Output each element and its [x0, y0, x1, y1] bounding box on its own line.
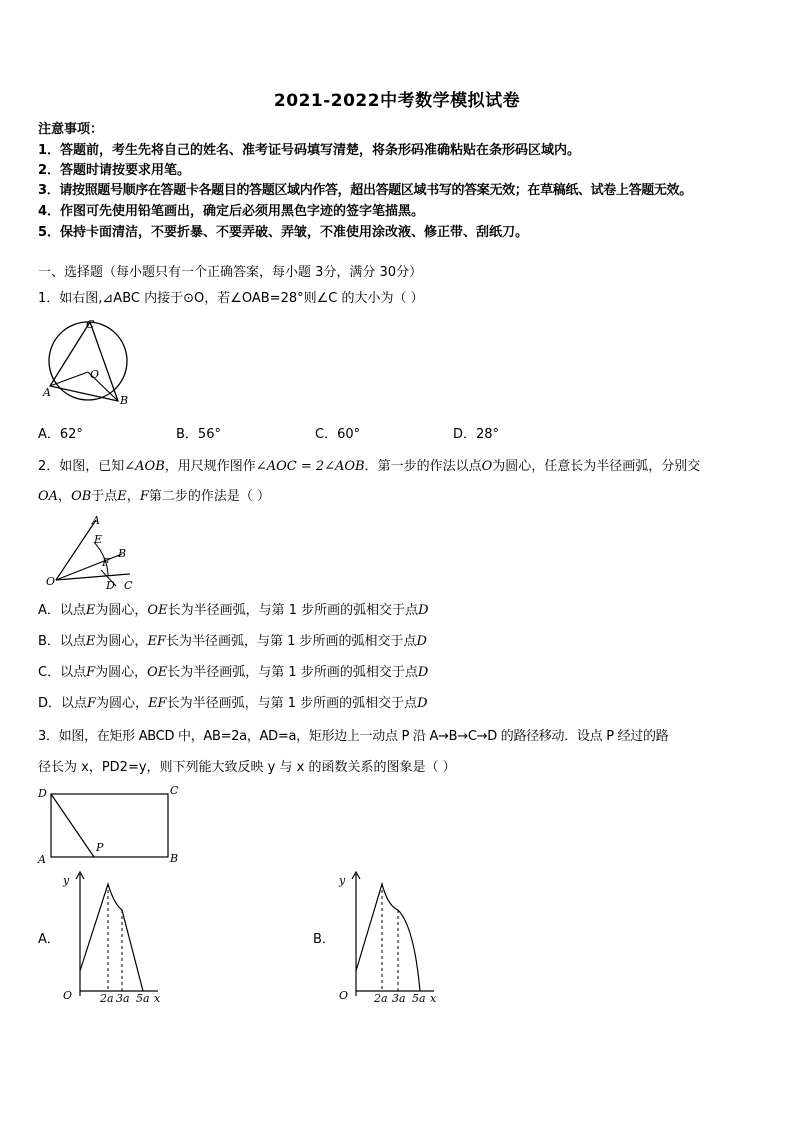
q3-graph-b-o: O [339, 989, 349, 1002]
q3-graph-a-tick-5a: 5a [136, 992, 150, 1005]
q2-label-a: A [92, 514, 100, 527]
q3-label-d: D [38, 787, 47, 800]
q2-label-c: C [124, 579, 133, 592]
q2-label-b: B [118, 547, 127, 560]
q3-graph-b [334, 866, 454, 1006]
q1-label-c: C [86, 318, 95, 331]
q1-option-d: D．28° [453, 427, 500, 442]
q2-option-a: A．以点E为圆心，OE长为半径画弧，与第 1 步所画的弧相交于点D [38, 603, 429, 618]
q2-line-1: 2．如图，已知∠AOB，用尺规作图作∠AOC = 2∠AOB．第一步的作法以点O为圆心，任意长为半径画弧，分别交 [38, 459, 701, 474]
q3-label-c: C [170, 784, 179, 797]
q1-stem: 1．如右图,⊿ABC 内接于⊙O，若∠OAB=28°则∠C 的大小为（ ） [38, 291, 424, 306]
q2-construction-figure [44, 514, 144, 594]
q1-option-a: A．62° [38, 427, 83, 442]
section-heading: 一、选择题（每小题只有一个正确答案，每小题 3分，满分 30分） [38, 265, 423, 280]
q2-label-d: D [106, 579, 115, 592]
notice-item-2: 2．答题时请按要求用笔。 [38, 163, 191, 178]
q2-label-o: O [46, 575, 56, 588]
q2-label-f: F [102, 556, 110, 569]
q1-option-c: C．60° [315, 427, 361, 442]
page-title: 2021-2022中考数学模拟试卷 [273, 91, 521, 111]
q2-option-c: C．以点F为圆心，OE长为半径画弧，与第 1 步所画的弧相交于点D [38, 665, 429, 680]
q3-graph-a [58, 866, 178, 1006]
q3-graph-b-tick-3a: 3a [392, 992, 406, 1005]
notice-heading: 注意事项： [38, 122, 104, 137]
q1-label-a: A [43, 386, 51, 399]
notice-item-1: 1．答题前，考生先将自己的姓名、准考证号码填写清楚，将条形码准确粘贴在条形码区域内。 [38, 143, 581, 158]
notice-item-4: 4．作图可先使用铅笔画出，确定后必须用黑色字迹的签字笔描黑。 [38, 204, 425, 219]
q3-option-b-label: B． [313, 932, 335, 947]
q3-graph-b-y: y [339, 874, 346, 887]
q3-graph-b-tick-2a: 2a [374, 992, 388, 1005]
q1-label-b: B [120, 394, 129, 407]
q2-line-2: OA，OB于点E，F第二步的作法是（ ） [38, 489, 270, 504]
q3-label-b: B [170, 852, 179, 865]
q2-option-d: D．以点F为圆心，EF长为半径画弧，与第 1 步所画的弧相交于点D [38, 696, 428, 711]
notice-item-5: 5．保持卡面清洁，不要折暴、不要弄破、弄皱，不准使用涂改液、修正带、刮纸刀。 [38, 225, 529, 240]
q3-graph-a-tick-2a: 2a [100, 992, 114, 1005]
q3-graph-a-o: O [63, 989, 73, 1002]
q2-option-b: B．以点E为圆心，EF长为半径画弧，与第 1 步所画的弧相交于点D [38, 634, 427, 649]
q3-line-1: 3．如图，在矩形 ABCD 中，AB=2a，AD=a，矩形边上一动点 P 沿 A→B→C→D 的路径移动．设点 P 经过的路 [38, 729, 669, 744]
q1-option-b: B．56° [176, 427, 221, 442]
q1-label-o: O [90, 368, 100, 381]
q3-label-p: P [96, 841, 104, 854]
q3-rectangle-figure [36, 780, 186, 866]
q3-label-a: A [38, 853, 46, 866]
q2-label-e: E [94, 533, 103, 546]
notice-item-3: 3．请按照题号顺序在答题卡各题目的答题区域内作答，超出答题区域书写的答案无效；在草稿纸、试卷上答题无效。 [38, 183, 692, 198]
q1-circle-figure [40, 316, 140, 416]
q3-graph-b-tick-5a: 5a [412, 992, 426, 1005]
q3-line-2: 径长为 x，PD2=y，则下列能大致反映 y 与 x 的函数关系的图象是（ ） [38, 760, 456, 775]
q3-graph-a-y: y [63, 874, 70, 887]
q3-option-a-label: A． [38, 932, 60, 947]
q3-graph-b-x: x [430, 992, 437, 1005]
q3-graph-a-x: x [154, 992, 161, 1005]
q3-graph-a-tick-3a: 3a [116, 992, 130, 1005]
